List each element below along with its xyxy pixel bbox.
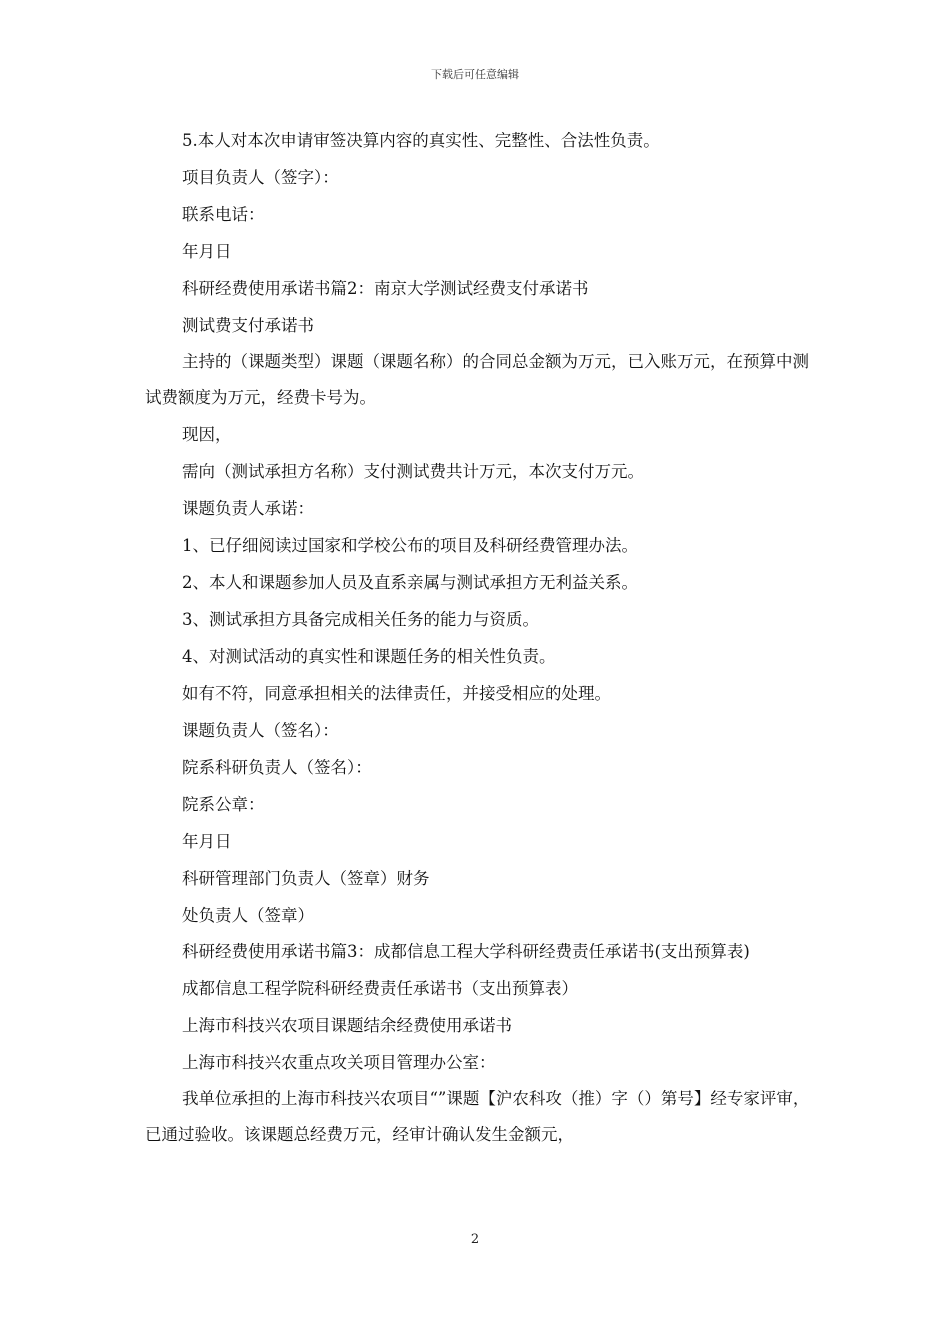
paragraph-5: 科研经费使用承诺书篇2：南京大学测试经费支付承诺书: [182, 279, 589, 298]
page-number: 2: [470, 1232, 480, 1247]
paragraph-6: 测试费支付承诺书: [182, 316, 314, 335]
paragraph-17: 院系科研负责人（签名）：: [182, 758, 372, 777]
paragraph-11: 1、已仔细阅读过国家和学校公布的项目及科研经费管理办法。: [182, 536, 638, 555]
paragraph-9: 需向（测试承担方名称）支付测试费共计万元，本次支付万元。: [182, 462, 644, 481]
paragraph-26: 我单位承担的上海市科技兴农项目“”课题【沪农科攻（推）字（）第号】经专家评审，已通过验收。该课题总经费万元，经审计确认发生金额元，: [145, 1089, 810, 1144]
paragraph-1: 5.本人对本次申请审签决算内容的真实性、完整性、合法性负责。: [182, 131, 660, 150]
paragraph-12: 2、本人和课题参加人员及直系亲属与测试承担方无利益关系。: [182, 573, 638, 592]
paragraph-7: 主持的（课题类型）课题（课题名称）的合同总金额为万元，已入账万元，在预算中测试费额度为万元，经费卡号为。: [145, 352, 809, 407]
paragraph-14: 4、对测试活动的真实性和课题任务的相关性负责。: [182, 647, 556, 666]
paragraph-22: 科研经费使用承诺书篇3：成都信息工程大学科研经费责任承诺书(支出预算表): [182, 942, 750, 961]
paragraph-15: 如有不符，同意承担相关的法律责任，并接受相应的处理。: [182, 684, 611, 703]
paragraph-21: 处负责人（签章）: [182, 906, 314, 925]
paragraph-4: 年月日: [182, 242, 232, 261]
page-header: 下载后可任意编辑: [431, 68, 519, 81]
paragraph-10: 课题负责人承诺：: [182, 499, 314, 518]
paragraph-20: 科研管理部门负责人（签章）财务: [182, 869, 430, 888]
paragraph-3: 联系电话：: [182, 205, 265, 224]
paragraph-24: 上海市科技兴农项目课题结余经费使用承诺书: [182, 1016, 512, 1035]
paragraph-25: 上海市科技兴农重点攻关项目管理办公室：: [182, 1053, 496, 1072]
paragraph-19: 年月日: [182, 832, 232, 851]
paragraph-2: 项目负责人（签字）：: [182, 168, 339, 187]
paragraph-23: 成都信息工程学院科研经费责任承诺书（支出预算表）: [182, 979, 578, 998]
document-body: [145, 122, 810, 1153]
paragraph-8: 现因，: [182, 425, 232, 444]
paragraph-13: 3、测试承担方具备完成相关任务的能力与资质。: [182, 610, 539, 629]
paragraph-16: 课题负责人（签名）：: [182, 721, 339, 740]
paragraph-18: 院系公章：: [182, 795, 265, 814]
